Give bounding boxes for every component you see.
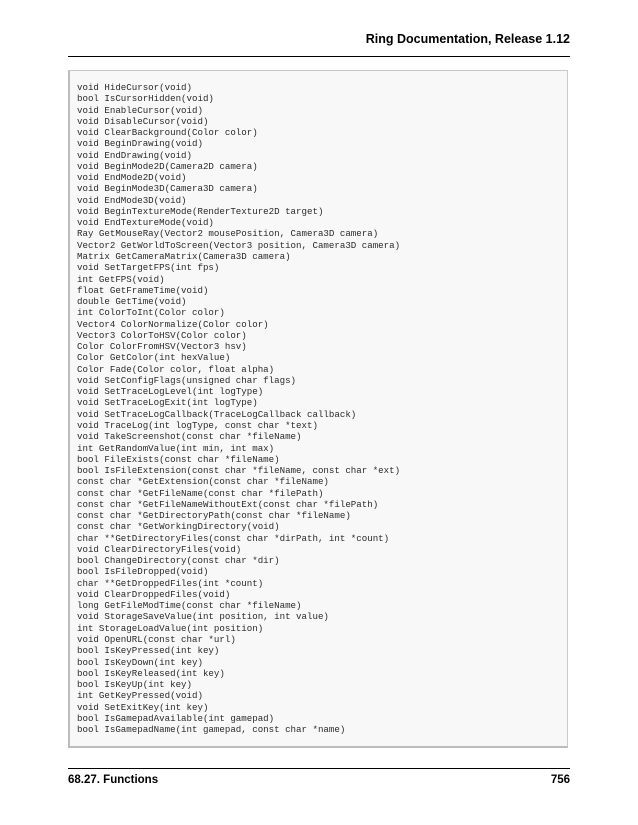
code-line: long GetFileModTime(const char *fileName) [77, 600, 302, 612]
code-line: void TakeScreenshot(const char *fileName) [77, 431, 302, 443]
code-line: int GetKeyPressed(void) [77, 690, 203, 702]
code-line: void ClearDroppedFiles(void) [77, 588, 231, 600]
code-line: int StorageLoadValue(int position) [77, 622, 264, 634]
code-line: const char *GetDirectoryPath(const char *fileName) [77, 510, 351, 522]
code-line: void SetTraceLogExit(int logType) [77, 397, 258, 409]
code-line: bool ChangeDirectory(const char *dir) [77, 555, 280, 567]
code-line: void SetConfigFlags(unsigned char flags) [77, 374, 297, 386]
code-line: bool IsGamepadAvailable(int gamepad) [77, 712, 275, 724]
code-line: bool IsFileDropped(void) [77, 566, 209, 578]
code-line: void SetTraceLogCallback(TraceLogCallback callback) [77, 408, 357, 420]
code-line: void ClearDirectoryFiles(void) [77, 543, 242, 555]
code-line: bool IsGamepadName(int gamepad, const char *name) [77, 724, 346, 736]
code-line: void BeginDrawing(void) [77, 138, 203, 150]
code-line: Vector2 GetWorldToScreen(Vector3 position, Camera3D camera) [77, 239, 401, 251]
footer-divider [68, 768, 570, 769]
page-footer [68, 772, 570, 790]
code-line: void OpenURL(const char *url) [77, 634, 236, 646]
code-line: char **GetDirectoryFiles(const char *dirPath, int *count) [77, 532, 390, 544]
code-line: bool IsKeyPressed(int key) [77, 645, 220, 657]
code-line: int GetRandomValue(int min, int max) [77, 442, 275, 454]
code-line: bool IsKeyDown(int key) [77, 656, 203, 668]
code-line: bool IsFileExtension(const char *fileName, const char *ext) [77, 465, 401, 477]
code-line: const char *GetWorkingDirectory(void) [77, 521, 280, 533]
code-line: Color Fade(Color color, float alpha) [77, 363, 275, 375]
code-line: float GetFrameTime(void) [77, 284, 209, 296]
code-line: void EndMode2D(void) [77, 172, 187, 184]
code-line: void EndTextureMode(void) [77, 217, 214, 229]
code-line: void SetTargetFPS(int fps) [77, 262, 220, 274]
code-line: void EndMode3D(void) [77, 194, 187, 206]
code-lines [77, 82, 563, 735]
code-line: void BeginTextureMode(RenderTexture2D target) [77, 205, 324, 217]
code-line: void ClearBackground(Color color) [77, 127, 258, 139]
code-line: const char *GetFileNameWithoutExt(const char *filePath) [77, 498, 379, 510]
code-line: int ColorToInt(Color color) [77, 307, 225, 319]
header-divider [68, 56, 570, 57]
code-line: void DisableCursor(void) [77, 115, 209, 127]
code-block [68, 70, 568, 748]
code-line: int GetFPS(void) [77, 273, 165, 285]
code-line: char **GetDroppedFiles(int *count) [77, 577, 264, 589]
code-line: void SetExitKey(int key) [77, 701, 209, 713]
code-line: void BeginMode3D(Camera3D camera) [77, 183, 258, 195]
code-line: const char *GetFileName(const char *filePath) [77, 487, 324, 499]
code-line: bool IsKeyReleased(int key) [77, 667, 225, 679]
code-line: Color GetColor(int hexValue) [77, 352, 231, 364]
code-line: Vector4 ColorNormalize(Color color) [77, 318, 269, 330]
code-line: bool IsKeyUp(int key) [77, 679, 192, 691]
code-line: void TraceLog(int logType, const char *text) [77, 419, 318, 431]
code-line: void SetTraceLogLevel(int logType) [77, 386, 264, 398]
code-line: Matrix GetCameraMatrix(Camera3D camera) [77, 250, 291, 262]
code-line: double GetTime(void) [77, 296, 187, 308]
section-label: 68.27. Functions [68, 774, 159, 786]
code-line: void HideCursor(void) [77, 82, 192, 93]
code-line: bool FileExists(const char *fileName) [77, 453, 280, 465]
code-line: Color ColorFromHSV(Vector3 hsv) [77, 341, 247, 353]
page-number: 756 [550, 774, 570, 786]
code-line: Ray GetMouseRay(Vector2 mousePosition, Camera3D camera) [77, 228, 379, 240]
code-line: void StorageSaveValue(int position, int value) [77, 611, 329, 623]
code-line: Vector3 ColorToHSV(Color color) [77, 329, 247, 341]
code-line: void EnableCursor(void) [77, 104, 203, 116]
page-header [68, 30, 570, 50]
document-title: Ring Documentation, Release 1.12 [365, 32, 570, 46]
code-line: void BeginMode2D(Camera2D camera) [77, 160, 258, 172]
code-line: const char *GetExtension(const char *fileName) [77, 476, 329, 488]
code-line: bool IsCursorHidden(void) [77, 93, 214, 105]
code-line: void EndDrawing(void) [77, 149, 192, 161]
